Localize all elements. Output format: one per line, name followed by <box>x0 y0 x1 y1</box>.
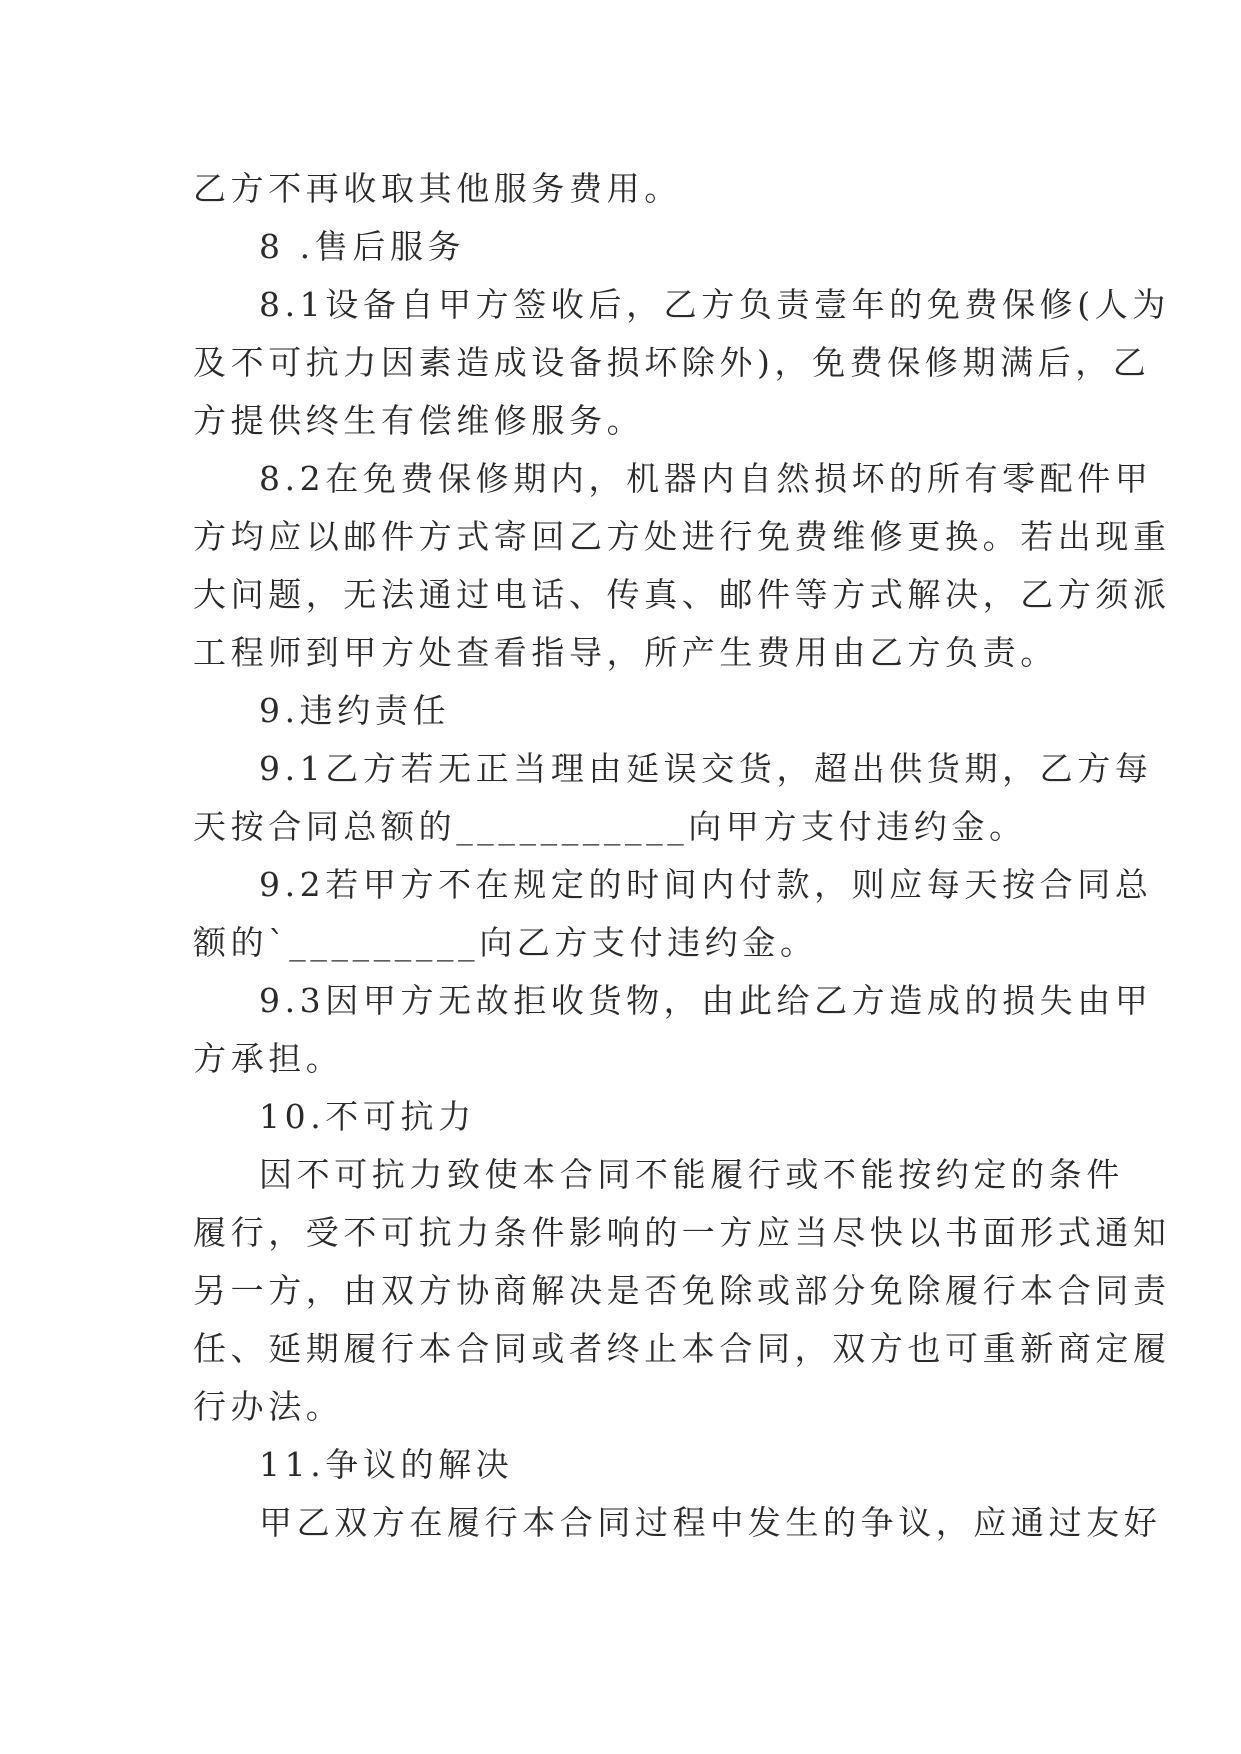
text-line: 工程师到甲方处查看指导，所产生费用由乙方负责。 <box>193 633 1058 672</box>
text-line: 额的`_________向乙方支付违约金。 <box>193 923 818 962</box>
text-line: 方提供终生有偿维修服务。 <box>193 401 645 440</box>
text-line: 甲乙双方在履行本合同过程中发生的争议，应通过友好 <box>259 1503 1162 1542</box>
text-line: 行办法。 <box>193 1387 344 1426</box>
text-line: 及不可抗力因素造成设备损坏除外)，免费保修期满后，乙 <box>193 343 1151 382</box>
text-line: 另一方，由双方协商解决是否免除或部分免除履行本合同责 <box>193 1271 1171 1310</box>
text-line: 9.3因甲方无故拒收货物，由此给乙方造成的损失由甲 <box>259 981 1153 1020</box>
section-heading-after-sales: 8 .售后服务 <box>259 227 466 266</box>
text-line: 9.2若甲方不在规定的时间内付款，则应每天按合同总 <box>259 865 1153 904</box>
section-heading-liability: 9.违约责任 <box>259 691 451 730</box>
section-heading-force-majeure: 10.不可抗力 <box>259 1097 476 1136</box>
text-line: 天按合同总额的___________向甲方支付违约金。 <box>193 807 1027 846</box>
text-line: 履行，受不可抗力条件影响的一方应当尽快以书面形式通知 <box>193 1213 1171 1252</box>
text-line: 方均应以邮件方式寄回乙方处进行免费维修更换。若出现重 <box>193 517 1171 556</box>
text-line: 任、延期履行本合同或者终止本合同，双方也可重新商定履 <box>193 1329 1171 1368</box>
text-line: 8.1设备自甲方签收后，乙方负责壹年的免费保修(人为 <box>259 285 1170 324</box>
text-line: 9.1乙方若无正当理由延误交货，超出供货期，乙方每 <box>259 749 1153 788</box>
section-heading-dispute: 11.争议的解决 <box>259 1445 514 1484</box>
text-line: 因不可抗力致使本合同不能履行或不能按约定的条件 <box>259 1155 1124 1194</box>
text-line: 8.2在免费保修期内，机器内自然损坏的所有零配件甲 <box>259 459 1153 498</box>
contract-body-text <box>193 160 1171 1552</box>
text-line: 方承担。 <box>193 1039 344 1078</box>
text-line: 大问题，无法通过电话、传真、邮件等方式解决，乙方须派 <box>193 575 1171 614</box>
text-line: 乙方不再收取其他服务费用。 <box>193 169 682 208</box>
